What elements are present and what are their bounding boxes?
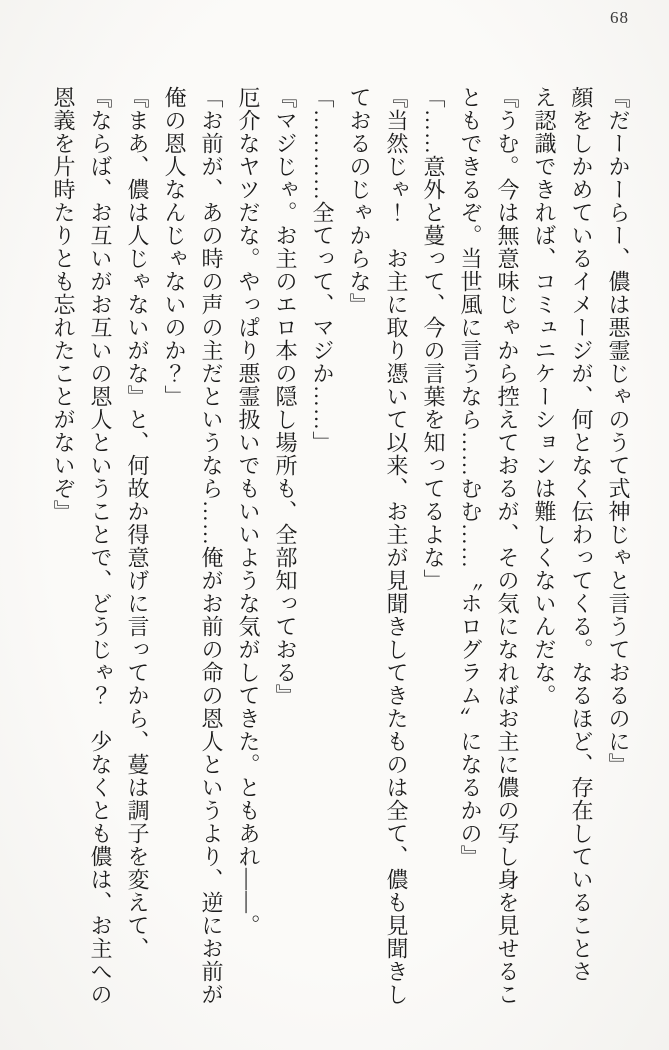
text-column-11: 厄介なヤツだな。やっぱり悪霊扱いでもいいような気がしてきた。ともあれ――。 <box>236 86 261 937</box>
text-column-16: 恩義を片時たりとも忘れたことがないぞ』 <box>51 86 76 523</box>
text-column-4: 『うむ。今は無意味じゃから控えておるが、その気になればお主に儂の写し身を見せるこ <box>495 86 520 1006</box>
text-column-15: 『ならば、お互いがお互いの恩人ということで、どうじゃ？ 少なくとも儂は、お主への <box>88 86 113 1006</box>
text-column-6: 「……意外と蔓って、今の言葉を知ってるよな」 <box>421 86 446 592</box>
text-column-3: え認識できれば、コミュニケーションは難しくないんだな。 <box>532 86 557 707</box>
text-column-10: 『マジじゃ。お主のエロ本の隠し場所も、全部知っておる』 <box>273 86 298 707</box>
text-column-8: ておるのじゃからな』 <box>347 86 372 316</box>
text-block <box>45 86 637 1006</box>
text-column-12: 「お前が、あの時の声の主だというなら……俺がお前の命の恩人というより、逆にお前が <box>199 86 224 1006</box>
text-column-13: 俺の恩人なんじゃないのか？」 <box>162 86 187 408</box>
page-number: 68 <box>610 8 629 27</box>
text-column-2: 顔をしかめているイメージが、何となく伝わってくる。なるほど、存在していることさ <box>569 86 594 983</box>
text-column-5: ともできるぞ。当世風に言うなら……むむ……〝ホログラム〟になるかの』 <box>458 86 483 868</box>
text-column-14: 『まあ、儂は人じゃないがな』と、何故か得意げに言ってから、蔓は調子を変えて、 <box>125 86 150 960</box>
text-column-7: 『当然じゃ！ お主に取り憑いて以来、お主が見聞きしてきたものは全て、儂も見聞きし <box>384 86 409 1006</box>
text-column-1: 『だーかーらー、儂は悪霊じゃのうて式神じゃと言うておるのに』 <box>606 86 631 776</box>
text-column-9: 「…………全てって、マジか……」 <box>310 86 335 454</box>
